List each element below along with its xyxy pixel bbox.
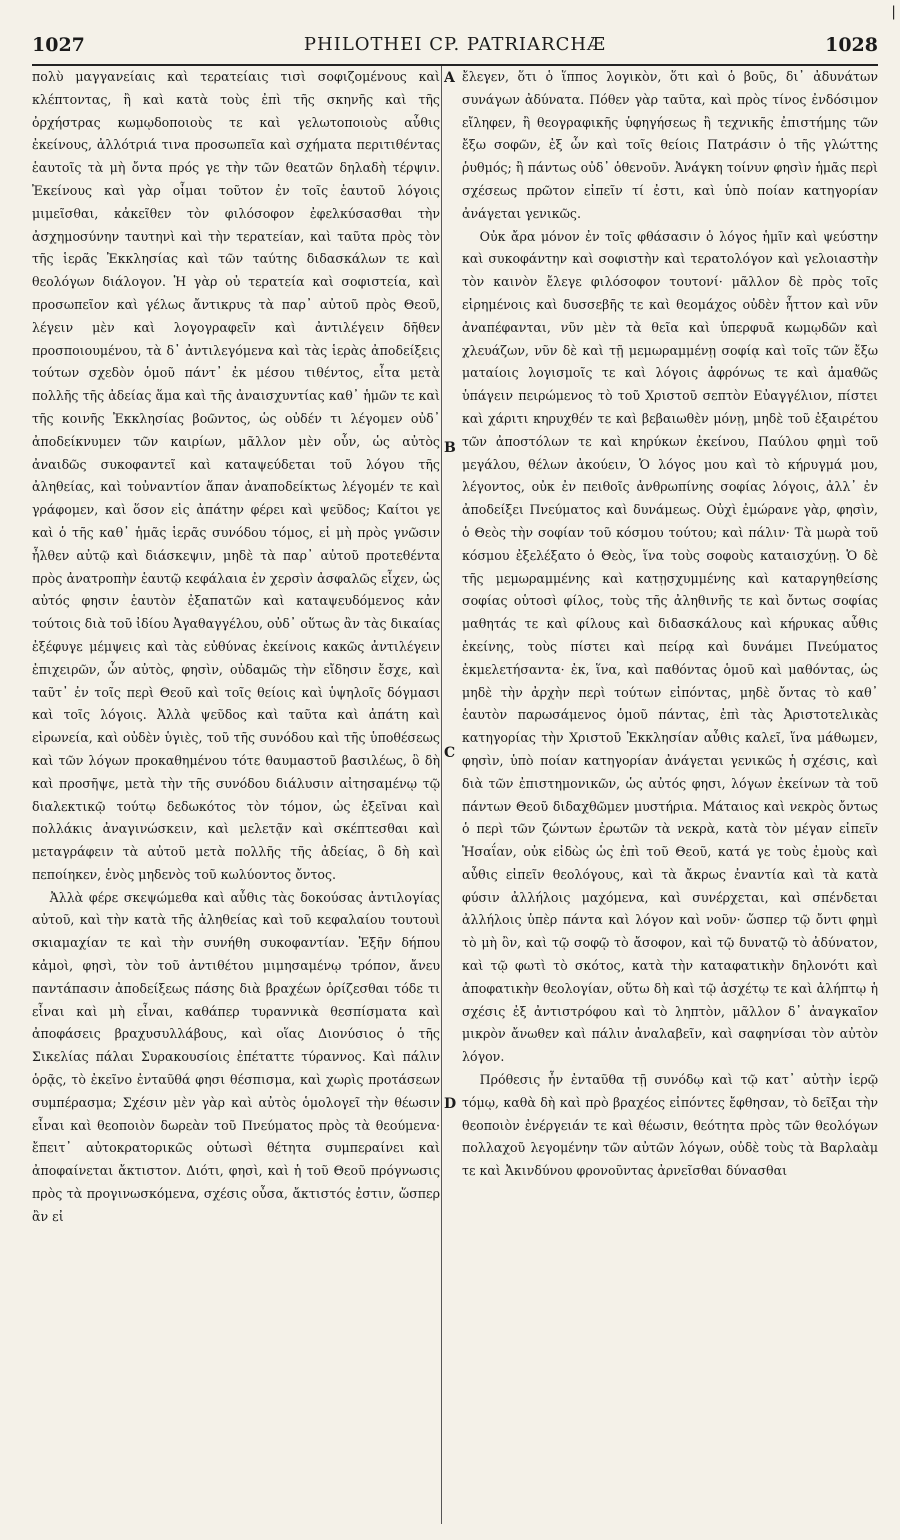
left-column [32, 66, 440, 1524]
right-paragraph: ἔλεγεν, ὅτι ὁ ἵππος λογικὸν, ὅτι καὶ ὁ βοῦς, δι᾽ ἀδυνάτων συνάγων ἀδύνατα. Πόθεν γὰρ ταῦτα, καὶ πρὸς τίνος ἐνδόσιμον εἴληφεν, ἢ θεογραφικῆς ὑφηγήσεως ἢ τεχνικῆς ἐπιστήμης τῶν ἔξω σοφῶν, ἐξ ὧν καὶ τοῖς θείοις Πατράσιν ὁ τῆς γλώττης ῥυθμός; ἢ πάντως οὐδ᾽ ὁθενοῦν. Ἀνάγκη τοίνυν φησὶν ἡμᾶς περὶ σχέσεως πρῶτον εἰπεῖν τί ἐστι, καὶ ὑπὸ ποίαν κατηγορίαν ἀνάγεται γενικῶς. [462, 69, 878, 221]
right-paragraph: Πρόθεσις ἦν ἐνταῦθα τῇ συνόδῳ καὶ τῷ κατ᾽ αὐτὴν ἱερῷ τόμῳ, καθὰ δὴ καὶ πρὸ βραχέος εἰπόντες ἔφθησαν, τὸ δεῖξαι τὴν θεοποιὸν ἐνέργειάν τε καὶ θέωσιν, θεότητα πρὸς τῶν θεολόγων πολλαχοῦ λεγομένην τῶν αὐτῶν λόγων, οὐδὲ τοὺς τὰ Βαρλαὰμ τε καὶ Ἀκινδύνου φρονοῦντας ἀρνεῖσθαι δύνασθαι [462, 1072, 878, 1179]
running-title: PHILOTHEI CP. PATRIARCHÆ [303, 34, 607, 55]
column-divider [441, 66, 462, 1524]
section-marker-a: A [444, 70, 455, 86]
right-column [462, 66, 878, 1524]
left-paragraph: Ἀλλὰ φέρε σκεψώμεθα καὶ αὖθις τὰς δοκούσας ἀντιλογίας αὐτοῦ, καὶ τὴν κατὰ τῆς ἀληθείας καὶ τοῦ κεφαλαίου τουτουὶ σκιαμαχίαν τε καὶ τὴν συνήθη συκοφαντίαν. Ἐξῆν δήπου κἀμοὶ, φησὶ, τὸν τοῦ ἀντιθέτου μιμησαμένῳ τρόπον, ἄνευ παντάπασιν ἀποδείξεως πάσης διὰ βραχέων ὁρίζεσθαι τόδε τι εἶναι καὶ μὴ εἶναι, καθάπερ τυραννικὰ θεσπίσματα καὶ ἀποφάσεις βραχυσυλλάβους, καὶ οἵας Διονύσιος ὁ τῆς Σικελίας πάλαι Συρακουσίοις ἐπέταττε τύραννος. Καὶ πάλιν ὁρᾷς, τὸ ἐκεῖνο ἐνταῦθά φησι θέσπισμα, καὶ χωρὶς προτάσεων συμπέρασμα; Σχέσιν μὲν γὰρ καὶ αὐτὸς ὁμολογεῖ τὴν θέωσιν εἶναι καὶ θεοποιὸν δωρεὰν τοῦ Πνεύματος πρὸς τὰ θεούμενα· ἔπειτ᾽ αὐτοκρατορικῶς οὑτωσὶ θέτητα συμπεραίνει καὶ ἀποφαίνεται ἄκτιστον. Διότι, φησὶ, καὶ ἡ τοῦ Θεοῦ πρόγνωσις πρὸς τὰ προγινωσκόμενα, σχέσις οὖσα, ἄκτιστός ἐστιν, ὥσπερ ἂν εἰ [32, 889, 440, 1224]
section-marker-b: B [444, 440, 456, 456]
left-paragraph: πολὺ μαγγανείαις καὶ τερατείαις τισὶ σοφιζομένους καὶ κλέπτοντας, ἢ καὶ κατὰ τοὺς ἐπὶ τῆς σκηνῆς καὶ τῆς ὀρχήστρας κωμῳδοποιοὺς τε καὶ γελωτοποιοὺς αὖθις ἐκείνους, ἀλλότριά τινα προσωπεῖα καὶ σχήματα περιτιθέντας ἑαυτοῖς τὰ μὴ ὄντα πρός γε τὴν τῶν θεατῶν δηλαδὴ τέρψιν. Ἐκείνους καὶ γὰρ οἶμαι τοῦτον ἐν τοῖς ἑαυτοῦ λόγοις μιμεῖσθαι, κἀκεῖθεν τὸν φιλόσοφον ἐφελκύσασθαι τὴν ἀσχημοσύνην ταυτηνὶ καὶ τὴν τερατείαν, καὶ ταῦτα πρὸς τὸν τῆς ἱερᾶς Ἐκκλησίας καὶ τῶν ταύτης διδασκάλων τε καὶ θεολόγων διάλογον. Ἡ γὰρ οὐ τερατεία καὶ σοφιστεία, καὶ προσωπεῖον καὶ γέλως ἄντικρυς τὰ παρ᾽ αὐτοῦ πρὸς Θεοῦ, λέγειν μὲν καὶ λογογραφεῖν καὶ ἀντιλέγειν δῆθεν προσποιουμένου, τὰ δ᾽ ἀντιλεγόμενα καὶ τὰς ἱερὰς ἀποδείξεις τούτων σχεδὸν ὁμοῦ πάντ᾽ ἐκ μέσου τιθέντος, εἶτα μετὰ πολλῆς τῆς ἀδείας ἅμα καὶ τῆς ἀναισχυντίας καθ᾽ ἡμῶν τε καὶ τῆς κοινῆς Ἐκκλησίας βοῶντος, ὡς οὐδέν τι λέγομεν οὐδ᾽ ἀποδείκνυμεν τῶν καιρίων, μᾶλλον μὲν οὖν, ὡς αὐτὸς ἀναιδῶς συκοφαντεῖ καὶ καταψεύδεται τοῦ λόγου τῆς ἀληθείας, καὶ τοὐναντίον ἅπαν ἀναποδείκτως λέγομέν τε καὶ γράφομεν, καὶ ὅσον εἰς ἀπάτην φέρει καὶ ψεῦδος; Καίτοι γε καὶ ὁ τῆς καθ᾽ ἡμᾶς ἱερᾶς συνόδου τόμος, εἰ μὴ πρὸς γνῶσιν ἦλθεν αὐτῷ καὶ διάσκεψιν, μηδὲ τὰ παρ᾽ αὐτοῦ προτεθέντα πρὸς ἀνατροπὴν ἑαυτῷ κεφάλαια ἐν χερσὶν ἀσφαλῶς εἶχεν, ὡς αὐτός φησιν ἑαυτὸν ἐξαπατῶν καὶ καταψευδόμενος κἀν τούτοις διὰ τοῦ ἰδίου Ἀγαθαγγέλου, οὐδ᾽ οὕτως ἂν τὰς δικαίας ἐξέφυγε μέμψεις καὶ τὰς εὐθύνας ἐκείνοις κακῶς ἀντιλέγειν ἐπιχειρῶν, ὧν αὐτὸς, φησὶν, οὐδαμῶς τὴν εἴδησιν ἔσχε, καὶ ταῦτ᾽ ἐν τοῖς περὶ Θεοῦ καὶ τοῖς θείοις καὶ ὑψηλοῖς δόγμασι καὶ τοῖς λόγοις. Ἀλλὰ ψεῦδος καὶ ταῦτα καὶ ἀπάτη καὶ εἰρωνεία, καὶ οὐδὲν ὑγιὲς, τοῦ τῆς συνόδου καὶ τῆς ὑποθέσεως καὶ τῶν λόγων προκαθημένου τότε θαυμαστοῦ βασιλέως, ὃ δὴ καὶ προσῆψε, μετὰ τὴν τῆς συνόδου διάλυσιν αἰτησαμένῳ τῷ διαλεκτικῷ τούτῳ δεδωκότος τὸν τόμον, ὡς ἐξεῖναι καὶ πολλάκις ἀναγινώσκειν, καὶ μελετᾷν καὶ σκέπτεσθαι καὶ μεταγράφειν τὰ αὐτοῦ μετὰ πολλῆς τῆς ἀδείας, ὃ δὴ καὶ πεποίηκεν, ἑνὸς μηδενὸς τοῦ κωλύοντος ὄντος. [32, 69, 440, 882]
section-marker-d: D [444, 1096, 457, 1112]
page-header [32, 30, 878, 66]
page-number-right: 1028 [825, 34, 878, 56]
section-marker-c: C [444, 745, 456, 761]
corner-mark: | [891, 4, 896, 20]
right-paragraph: Οὐκ ἄρα μόνον ἐν τοῖς φθάσασιν ὁ λόγος ἡμῖν καὶ ψεύστην καὶ συκοφάντην καὶ σοφιστὴν καὶ τερατολόγον καὶ γελοιαστὴν τὸν καινὸν ἔλεγε φιλόσοφον τουτονί· μᾶλλον δὲ πρὸς τοῖς εἰρημένοις καὶ δυσσεβῆς τε καὶ θεομάχος οὐδὲν ἧττον καὶ νῦν ἀναπέφανται, νῦν μὲν τὰ θεῖα καὶ ὑπερφυᾶ κωμῳδῶν καὶ χλευάζων, νῦν δὲ καὶ τῇ μεμωραμμένῃ σοφίᾳ καὶ τοῖς τῶν ἔξω ματαίοις λογισμοῖς τε καὶ λόγοις ἀφρόνως τε καὶ ἀμαθῶς ὑπάγειν πειρώμενος τὸ τοῦ Χριστοῦ σεπτὸν Εὐαγγέλιον, πίστει καὶ χάριτι κηρυχθέν τε καὶ βεβαιωθὲν μόνῃ, μηδὲ τοῦ ἐξαιρέτου τῶν ἀποστόλων τε καὶ κηρύκων ἐκείνου, Παύλου φημὶ τοῦ μεγάλου, θέλων ἀκούειν, Ὁ λόγος μου καὶ τὸ κήρυγμά μου, λέγοντος, οὐκ ἐν πειθοῖς ἀνθρωπίνης σοφίας λόγοις, ἀλλ᾽ ἐν ἀποδείξει Πνεύματος καὶ δυνάμεως. Οὐχὶ ἐμώρανε γὰρ, φησὶν, ὁ Θεὸς τὴν σοφίαν τοῦ κόσμου τούτου; καὶ πάλιν· Τὰ μωρὰ τοῦ κόσμου ἐξελέξατο ὁ Θεὸς, ἵνα τοὺς σοφοὺς καταισχύνῃ. Ὁ δὲ τῆς μεμωραμμένης καὶ κατῃσχυμμένης καὶ καταργηθείσης σοφίας οὑτοσὶ φίλος, τοὺς τῆς ἀληθινῆς τε καὶ ὄντως σοφίας μαθητάς τε καὶ φίλους καὶ διδασκάλους καὶ κήρυκας αὖθις ἐκείνης, τοὺς πίστει καὶ πείρᾳ καὶ δυνάμει Πνεύματος ἐκμελετήσαντα· ἐκ, ἵνα, καὶ παθόντας ὁμοῦ καὶ μαθόντας, ὡς μηδὲ τὴν ἀρχὴν περὶ τούτων εἰπόντας, μηδὲ ὄντας τὸ καθ᾽ ἑαυτὸν παρωσάμενος ὁμοῦ πάντας, ἐπὶ τὰς Ἀριστοτελικὰς κατηγορίας τὴν Χριστοῦ Ἐκκλησίαν αὖθις καλεῖ, ἵνα μάθωμεν, φησὶν, ὑπὸ ποίαν κατηγορίαν ἀνάγεται γενικῶς ἡ σχέσις, καὶ διὰ τῶν ἐπιστημονικῶν, ὡς αὐτός φησι, λόγων ἐκείνων τὰ τοῦ πάντων Θεοῦ διδαχθῶμεν μυστήρια. Μάταιος καὶ νεκρὸς ὄντως ὁ περὶ τῶν ζώντων ἐρωτῶν τὰ νεκρὰ, κατὰ τὸν μέγαν εἰπεῖν Ἡσαΐαν, οὐκ εἰδὼς ὡς ἐπὶ τοῦ Θεοῦ, κατά γε τοὺς ἐμοὺς καὶ αὖθις εἰπεῖν θεολόγους, καὶ τὰ ἄκρως ἐναντία καὶ τὰ κατὰ φύσιν ἀλλήλοις μαχόμενα, καὶ συνέρχεται, καὶ σπένδεται ἀλλήλοις ὑπὲρ πάντα καὶ λόγον καὶ νοῦν· ὥσπερ τῷ ὄντι φημὶ τὸ μὴ ὂν, καὶ τῷ σοφῷ τὸ ἄσοφον, καὶ τῷ δυνατῷ τὸ ἀδύνατον, καὶ τῷ φωτὶ τὸ σκότος, κατὰ τὴν καταφατικὴν δηλονότι καὶ ἀποφατικὴν θεολογίαν, οὕτω δὴ καὶ τῷ ἀσχέτῳ τε καὶ ἀλήπτῳ ἡ σχέσις ἐξ ἀντιστρόφου καὶ τὸ ληπτὸν, μᾶλλον δ᾽ ἀναγκαῖον μικρὸν ἄνωθεν καὶ πάλιν ἀναλαβεῖν, καὶ σαφηνίσαι τὸν αὐτὸν λόγον. [462, 228, 878, 1065]
page-number-left: 1027 [32, 34, 85, 56]
